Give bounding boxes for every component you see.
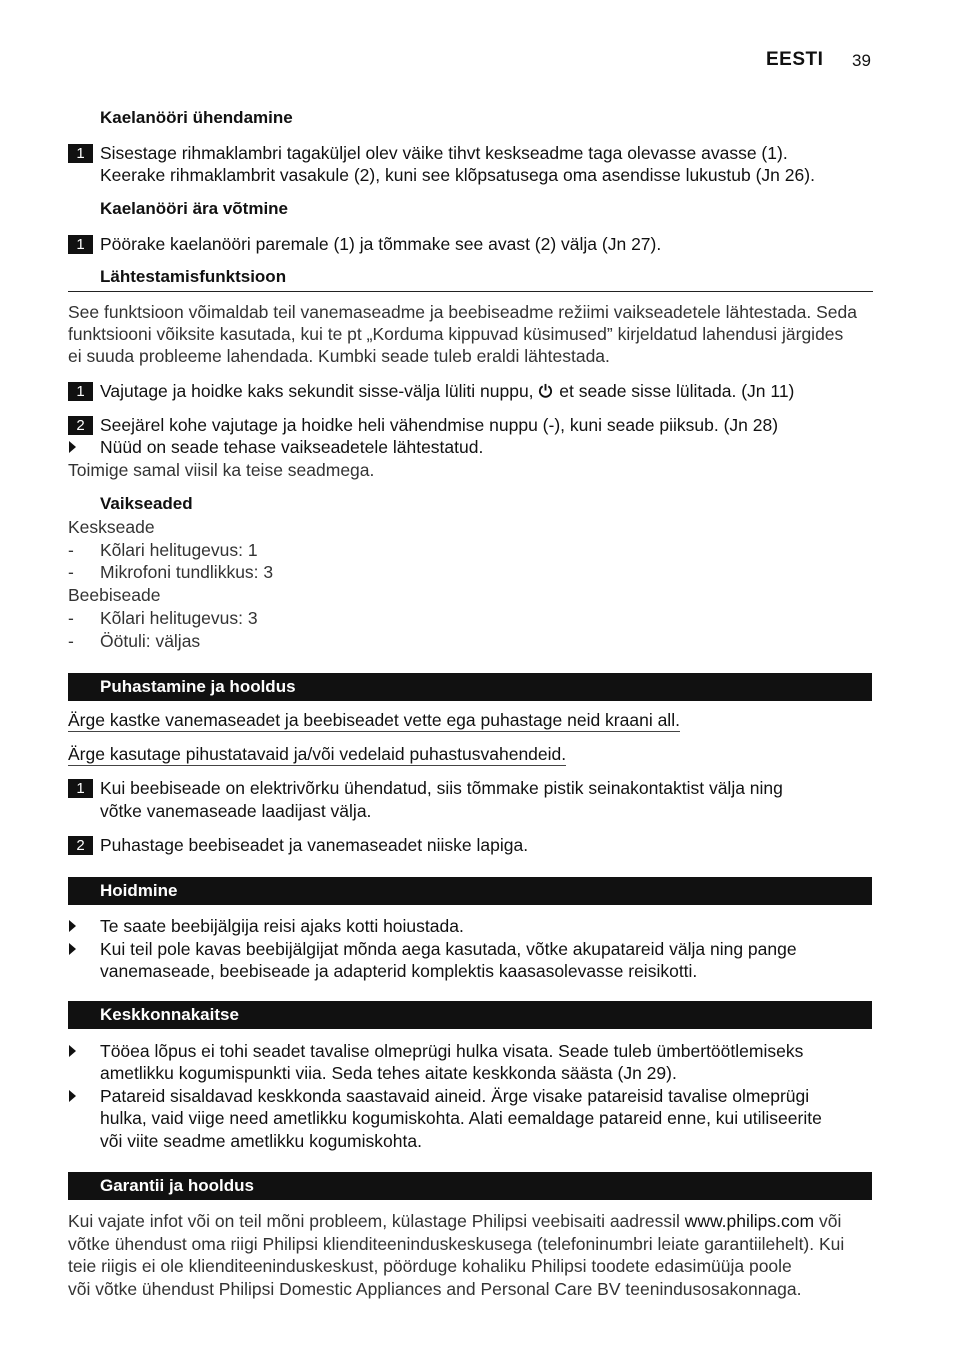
defaults-group-baby: Beebiseade	[68, 585, 161, 605]
cleaning-step2-text: Puhastage beebiseadet ja vanemaseadet niiske lapiga.	[100, 835, 529, 855]
section-header-storage: Hoidmine	[68, 877, 872, 905]
reset-result-text: Nüüd on seade tehase vaikseadetele lähtestatud.	[100, 437, 484, 457]
warranty-line4: või võtke ühendust Philipsi Domestic Appliances and Personal Care BV teenindusosakonnaga.	[68, 1279, 802, 1299]
reset-heading: Lähtestamisfunktsioon	[100, 267, 287, 286]
list-dash: -	[68, 631, 74, 651]
reset-note: Toimige samal viisil ka teise seadmega.	[68, 460, 375, 480]
environment-bullet1-line2: ametlikku kogumispunkti viia. Seda tehes aitate keskkonda säästa (Jn 29).	[100, 1063, 677, 1083]
storage-bullet2-line1: Kui teil pole kavas beebijälgijat mõnda aega kasutada, võtke akupatareid välja ning pange	[100, 939, 797, 959]
cleaning-warning1	[68, 709, 680, 732]
storage-bullet2-line2: vanemaseade, beebiseade ja adapterid komplektis kaasasolevasse reisikotti.	[100, 961, 698, 981]
result-arrow-icon	[69, 441, 76, 453]
environment-bullet1-line1: Tööea lõpus ei tohi seadet tavalise olmeprügi hulka visata. Seade tuleb ümbertöötlemiseks	[100, 1041, 804, 1061]
cleaning-step1-line1: Kui beebiseade on elektrivõrku ühendatud, siis tõmmake pistik seinakontaktist välja ning	[100, 778, 783, 798]
cleaning-warning2	[68, 743, 566, 766]
reset-intro-line1: See funktsioon võimaldab teil vanemaseadme ja beebiseadme režiimi vaikseadetele lähtestada. Seda	[68, 302, 857, 322]
list-dash: -	[68, 608, 74, 628]
cleaning-warning2-text: Ärge kasutage pihustatavaid ja/või vedelaid puhastusvahendeid.	[68, 744, 567, 764]
reset-step2-text: Seejärel kohe vajutage ja hoidke heli vähendmise nuppu (-), kuni seade piiksub. (Jn 28)	[100, 415, 779, 435]
defaults-parent-item1: Kõlari helitugevus: 1	[100, 540, 258, 560]
environment-bullet2-line2: hulka, vaid viige need ametlikku kogumiskohta. Alati eemaldage patareid enne, kui utiliseerite	[100, 1108, 822, 1128]
reset-step1-text-a: Vajutage ja hoidke kaks sekundit sisse-välja lüliti nuppu,	[100, 381, 534, 401]
attach-step1-line1: Sisestage rihmaklambri tagaküljel olev väike tihvt keskseadme taga olevasse avasse (1).	[100, 143, 788, 163]
defaults-heading: Vaikseaded	[100, 494, 193, 513]
attach-lanyard-heading: Kaelanööri ühendamine	[100, 108, 293, 127]
warranty-line1	[68, 1210, 841, 1233]
defaults-parent-item2: Mikrofoni tundlikkus: 3	[100, 562, 274, 582]
defaults-group-parent: Keskseade	[68, 517, 155, 537]
defaults-baby-item2: Öötuli: väljas	[100, 631, 201, 651]
bullet-arrow-icon	[69, 1090, 76, 1102]
page-number: 39	[852, 51, 871, 70]
section-header-environment: Keskkonnakaitse	[68, 1001, 872, 1029]
section-header-cleaning: Puhastamine ja hooldus	[68, 673, 872, 701]
storage-bullet1: Te saate beebijälgija reisi ajaks kotti hoiustada.	[100, 916, 464, 936]
reset-step1-text-b: et seade sisse lülitada. (Jn 11)	[559, 381, 795, 401]
detach-step1-text: Pöörake kaelanööri paremale (1) ja tõmmake see avast (2) välja (Jn 27).	[100, 234, 662, 254]
warranty-line1-text: Kui vajate infot või on teil mõni probleem, külastage Philipsi veebisaiti aadressil	[68, 1211, 680, 1231]
reset-intro-line2: funktsiooni võiksite kasutada, kui te pt „Korduma kippuvad küsimused” kirjeldatud lahendusi järgides	[68, 324, 844, 344]
environment-bullet2-line3: või viite seadme ametlikku kogumiskohta.	[100, 1131, 422, 1151]
step-number-badge: 1	[68, 235, 93, 254]
cleaning-step1-line2: võtke vanemaseade laadijast välja.	[100, 801, 372, 821]
step-number-badge: 1	[68, 779, 93, 798]
step-number-badge: 1	[68, 144, 93, 163]
language-label: EESTI	[766, 49, 824, 70]
heading-divider	[68, 291, 873, 292]
attach-step1-line2: Keerake rihmaklambrit vasakule (2), kuni see klõpsatusega oma asendisse lukustub (Jn 26).	[100, 165, 815, 185]
step-number-badge: 2	[68, 416, 93, 435]
warranty-line1-end: või	[818, 1211, 842, 1231]
bullet-arrow-icon	[69, 920, 76, 932]
list-dash: -	[68, 540, 74, 560]
bullet-arrow-icon	[69, 1045, 76, 1057]
step-number-badge: 2	[68, 836, 93, 855]
bullet-arrow-icon	[69, 943, 76, 955]
environment-bullet2-line1: Patareid sisaldavad keskkonda saastavaid aineid. Ärge visake patareisid tavalise olmeprügi	[100, 1086, 810, 1106]
philips-website-link[interactable]: www.philips.com	[684, 1211, 815, 1231]
power-icon	[538, 381, 554, 404]
cleaning-warning1-text: Ärge kastke vanemaseadet ja beebiseadet vette ega puhastage neid kraani all.	[68, 710, 680, 730]
detach-lanyard-heading: Kaelanööri ära võtmine	[100, 199, 289, 218]
defaults-baby-item1: Kõlari helitugevus: 3	[100, 608, 258, 628]
section-header-warranty: Garantii ja hooldus	[68, 1172, 872, 1200]
warranty-line3: teie riigis ei ole klienditeeninduskeskust, pöörduge kohaliku Philipsi toodete edasimüüja poole	[68, 1256, 792, 1276]
step-number-badge: 1	[68, 382, 93, 401]
list-dash: -	[68, 562, 74, 582]
reset-step1-text	[100, 380, 794, 404]
warranty-line2: võtke ühendust oma riigi Philipsi klienditeeninduskeskusega (telefoninumbri leiate garantiilehelt). Kui	[68, 1234, 845, 1254]
reset-intro-line3: ei suuda probleeme lahendada. Kumbki seade tuleb eraldi lähtestada.	[68, 346, 610, 366]
